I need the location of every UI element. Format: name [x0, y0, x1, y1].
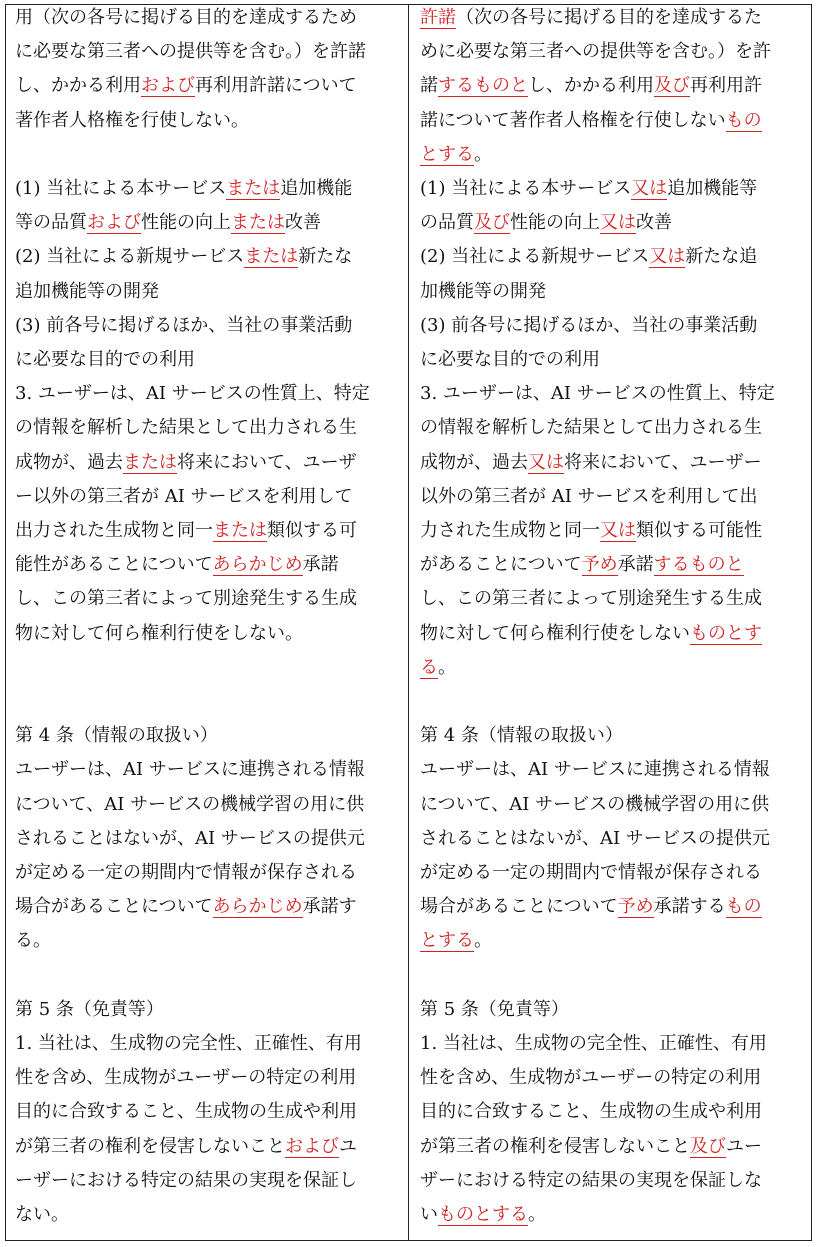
- highlighted-revision: 又は: [600, 212, 636, 234]
- left-column-original: [6, 5, 409, 1240]
- text-segment: 。: [438, 656, 456, 678]
- text-segment: し、かかる利用: [15, 75, 141, 97]
- highlighted-revision: および: [285, 1135, 339, 1157]
- text-line: [420, 1068, 761, 1088]
- text-line: [420, 247, 757, 267]
- text-segment: る。: [15, 930, 51, 952]
- text-segment: 将来において、ユーザ: [177, 451, 357, 473]
- text-segment: (3) 前各号に掲げるほか、当社の事業活動: [420, 314, 758, 336]
- text-segment: の情報を解析した結果として出力される生: [15, 417, 357, 439]
- text-segment: ユーザーは、AI サービスに連携される情報: [15, 759, 365, 781]
- text-segment: 改善: [636, 212, 672, 234]
- text-segment: 成物が、過去: [420, 451, 528, 473]
- text-line: [420, 829, 770, 849]
- text-segment: 新たな: [298, 246, 353, 268]
- text-segment: 出力された生成物と同一: [15, 520, 213, 541]
- text-segment: 第 5 条（免責等）: [420, 998, 569, 1020]
- text-segment: 用（次の各号に掲げる目的を達成するため: [15, 7, 357, 28]
- text-segment: 再利用許諾について: [195, 75, 357, 97]
- text-segment: 第 5 条（免責等）: [15, 998, 164, 1020]
- text-line: [15, 897, 357, 917]
- text-segment: 1. 当社は、生成物の完全性、正確性、有用: [420, 1033, 767, 1054]
- highlighted-revision: するものと: [653, 554, 744, 576]
- text-segment: 承諾: [617, 554, 654, 576]
- text-line: [15, 282, 159, 302]
- highlighted-revision: とする: [420, 143, 474, 165]
- text-line: [15, 179, 352, 199]
- text-segment: 承諾す: [302, 896, 357, 918]
- text-line: [420, 1102, 762, 1122]
- highlighted-revision: 予め: [617, 896, 654, 918]
- text-segment: に必要な第三者への提供等を含む。）を許諾: [15, 41, 366, 63]
- highlighted-revision: あらかじめ: [212, 554, 303, 576]
- highlighted-revision: る: [420, 656, 438, 678]
- text-segment: が定める一定の期間内で情報が保存される: [420, 862, 762, 883]
- text-line: [15, 1205, 69, 1225]
- text-line: [15, 1102, 357, 1122]
- text-segment: 物に対して何ら権利行使をしない: [420, 622, 690, 644]
- highlighted-revision: 許諾: [420, 7, 456, 28]
- text-segment: 承諾する: [653, 896, 726, 918]
- text-segment: 性を含め、生成物がユーザーの特定の利用: [420, 1067, 762, 1089]
- text-segment: し、この第三者によって別途発生する生成: [420, 588, 762, 610]
- highlighted-revision: とする: [420, 930, 474, 952]
- highlighted-revision: または: [213, 520, 267, 541]
- text-segment: 成物が、過去: [15, 451, 123, 473]
- text-segment: (3) 前各号に掲げるほか、当社の事業活動: [15, 314, 353, 336]
- highlighted-revision: および: [141, 75, 195, 97]
- highlighted-revision: ものとする: [438, 1204, 528, 1225]
- highlighted-revision: 又は: [631, 178, 668, 199]
- text-line: [420, 111, 762, 131]
- text-segment: が第三者の権利を侵害しないこと: [420, 1135, 690, 1157]
- text-line: [420, 487, 758, 507]
- text-line: [420, 624, 762, 644]
- text-segment: い: [420, 1204, 438, 1225]
- text-line: [420, 589, 762, 609]
- text-line: [420, 350, 600, 370]
- text-line: [15, 76, 357, 96]
- text-segment: 新たな追: [685, 246, 758, 268]
- text-segment: 1. 当社は、生成物の完全性、正確性、有用: [15, 1033, 362, 1054]
- text-line: [15, 931, 51, 951]
- highlighted-revision: もの: [725, 896, 762, 918]
- highlighted-revision: または: [123, 451, 177, 473]
- text-segment: 場合があることについて: [420, 896, 618, 918]
- text-segment: 場合があることについて: [15, 896, 213, 918]
- text-segment: 類似する可能性: [636, 520, 762, 541]
- text-segment: 等の品質: [15, 212, 87, 234]
- text-line: [420, 863, 762, 883]
- text-line: [15, 453, 357, 473]
- text-segment: 性を含め、生成物がユーザーの特定の利用: [15, 1067, 357, 1089]
- highlighted-revision: するものと: [438, 75, 528, 97]
- text-segment: 承諾: [302, 554, 339, 576]
- text-segment: ユーザーは、AI サービスに連携される情報: [420, 759, 770, 781]
- text-segment: の品質: [420, 212, 474, 234]
- text-line: [15, 863, 357, 883]
- text-line: [420, 453, 762, 473]
- text-segment: し、この第三者によって別途発生する生成: [15, 588, 357, 610]
- text-line: [420, 1137, 762, 1157]
- text-line: [15, 1068, 356, 1088]
- text-segment: 能性があることについて: [15, 554, 213, 576]
- text-segment: 物に対して何ら権利行使をしない。: [15, 622, 303, 644]
- text-line: [420, 521, 762, 541]
- text-segment: について、AI サービスの機械学習の用に供: [420, 793, 770, 815]
- text-line: [15, 1137, 357, 1157]
- text-segment: 類似する可: [267, 520, 357, 541]
- text-segment: があることについて: [420, 554, 582, 576]
- text-segment: 追加機能等: [667, 178, 758, 199]
- text-line: [15, 384, 370, 404]
- highlighted-revision: もの: [725, 109, 762, 131]
- text-segment: 諾について著作者人格権を行使しない: [420, 109, 726, 131]
- text-segment: ユー: [726, 1135, 762, 1157]
- text-line: [420, 726, 623, 746]
- text-segment: 再利用許: [690, 75, 762, 97]
- highlighted-revision: 及び: [690, 1135, 726, 1157]
- text-line: [15, 316, 352, 336]
- highlighted-revision: 又は: [649, 246, 686, 268]
- text-segment: (1) 当社による本サービス: [420, 178, 632, 199]
- text-line: [15, 829, 365, 849]
- text-segment: に必要な目的での利用: [420, 349, 600, 370]
- text-segment: 目的に合致すること、生成物の生成や利用: [420, 1101, 762, 1123]
- text-segment: 性能の向上: [141, 212, 231, 234]
- highlighted-revision: または: [231, 212, 285, 234]
- text-segment: 改善: [285, 212, 321, 234]
- text-line: [15, 1171, 357, 1191]
- text-line: [15, 726, 218, 746]
- text-segment: (2) 当社による新規サービス: [420, 246, 650, 268]
- text-segment: 将来において、ユーザー: [564, 451, 762, 473]
- text-line: [420, 795, 769, 815]
- text-segment: ー以外の第三者が AI サービスを利用して: [15, 485, 353, 507]
- text-segment: ーザーにおける特定の結果の実現を保証し: [15, 1169, 357, 1191]
- text-segment: (2) 当社による新規サービス: [15, 246, 245, 268]
- text-segment: が定める一定の期間内で情報が保存される: [15, 862, 357, 883]
- text-segment: ザーにおける特定の結果の実現を保証しな: [420, 1169, 762, 1191]
- text-line: [420, 555, 744, 575]
- text-line: [420, 213, 672, 233]
- text-segment: 第 4 条（情報の取扱い）: [15, 725, 218, 747]
- text-line: [15, 555, 339, 575]
- text-line: [420, 760, 770, 780]
- text-segment: 3. ユーザーは、AI サービスの性質上、特定: [420, 383, 775, 405]
- text-segment: されることはないが、AI サービスの提供元: [15, 827, 365, 849]
- highlighted-revision: 又は: [600, 520, 636, 541]
- text-segment: 。: [474, 930, 492, 952]
- highlighted-revision: または: [244, 246, 299, 268]
- comparison-table: [5, 4, 812, 1241]
- text-line: [420, 8, 762, 28]
- text-segment: 。: [528, 1204, 546, 1225]
- text-line: [15, 487, 353, 507]
- text-segment: が第三者の権利を侵害しないこと: [15, 1135, 285, 1157]
- text-line: [15, 111, 249, 131]
- text-segment: ユ: [339, 1135, 357, 1157]
- text-line: [15, 589, 357, 609]
- text-segment: されることはないが、AI サービスの提供元: [420, 827, 770, 849]
- text-line: [15, 350, 195, 370]
- text-segment: 目的に合致すること、生成物の生成や利用: [15, 1101, 357, 1123]
- text-segment: （次の各号に掲げる目的を達成するた: [456, 7, 762, 28]
- text-segment: に必要な目的での利用: [15, 349, 195, 370]
- text-line: [15, 418, 357, 438]
- text-line: [420, 384, 775, 404]
- text-line: [420, 179, 757, 199]
- text-segment: し、かかる利用: [528, 75, 654, 97]
- text-line: [15, 1034, 362, 1054]
- text-line: [15, 1000, 164, 1020]
- text-line: [420, 1171, 762, 1191]
- text-line: [420, 76, 762, 96]
- highlighted-revision: 予め: [581, 554, 618, 576]
- text-segment: 追加機能: [280, 178, 353, 199]
- text-segment: 。: [474, 143, 492, 165]
- highlighted-revision: 及び: [654, 75, 690, 97]
- highlighted-revision: または: [226, 178, 281, 199]
- text-line: [420, 1205, 546, 1225]
- text-line: [15, 213, 321, 233]
- text-segment: について、AI サービスの機械学習の用に供: [15, 793, 365, 815]
- text-segment: 力された生成物と同一: [420, 520, 600, 541]
- text-segment: ない。: [15, 1204, 69, 1225]
- text-line: [420, 897, 762, 917]
- text-line: [15, 521, 357, 541]
- text-segment: 追加機能等の開発: [15, 280, 159, 302]
- text-line: [15, 42, 366, 62]
- text-line: [15, 247, 352, 267]
- text-line: [420, 418, 762, 438]
- text-segment: 3. ユーザーは、AI サービスの性質上、特定: [15, 383, 370, 405]
- highlighted-revision: 及び: [474, 212, 510, 234]
- text-segment: の情報を解析した結果として出力される生: [420, 417, 762, 439]
- text-line: [15, 8, 357, 28]
- text-segment: めに必要な第三者への提供等を含む。）を許: [420, 41, 771, 63]
- text-segment: 第 4 条（情報の取扱い）: [420, 725, 623, 747]
- text-segment: 性能の向上: [510, 212, 600, 234]
- text-segment: 加機能等の開発: [420, 280, 546, 302]
- right-column-revised: [409, 5, 811, 1240]
- text-segment: 著作者人格権を行使しない。: [15, 109, 249, 131]
- highlighted-revision: および: [87, 212, 141, 234]
- text-line: [420, 1034, 767, 1054]
- text-line: [420, 1000, 569, 1020]
- text-segment: (1) 当社による本サービス: [15, 178, 227, 199]
- highlighted-revision: ものとす: [690, 622, 762, 644]
- text-line: [420, 658, 456, 678]
- text-line: [15, 624, 303, 644]
- text-line: [420, 316, 757, 336]
- text-line: [420, 931, 492, 951]
- text-line: [420, 42, 771, 62]
- text-line: [420, 282, 546, 302]
- text-line: [420, 145, 492, 165]
- highlighted-revision: 又は: [528, 451, 564, 473]
- text-line: [15, 760, 365, 780]
- highlighted-revision: あらかじめ: [212, 896, 303, 918]
- text-line: [15, 795, 364, 815]
- text-segment: 諾: [420, 75, 438, 97]
- text-segment: 以外の第三者が AI サービスを利用して出: [420, 485, 758, 507]
